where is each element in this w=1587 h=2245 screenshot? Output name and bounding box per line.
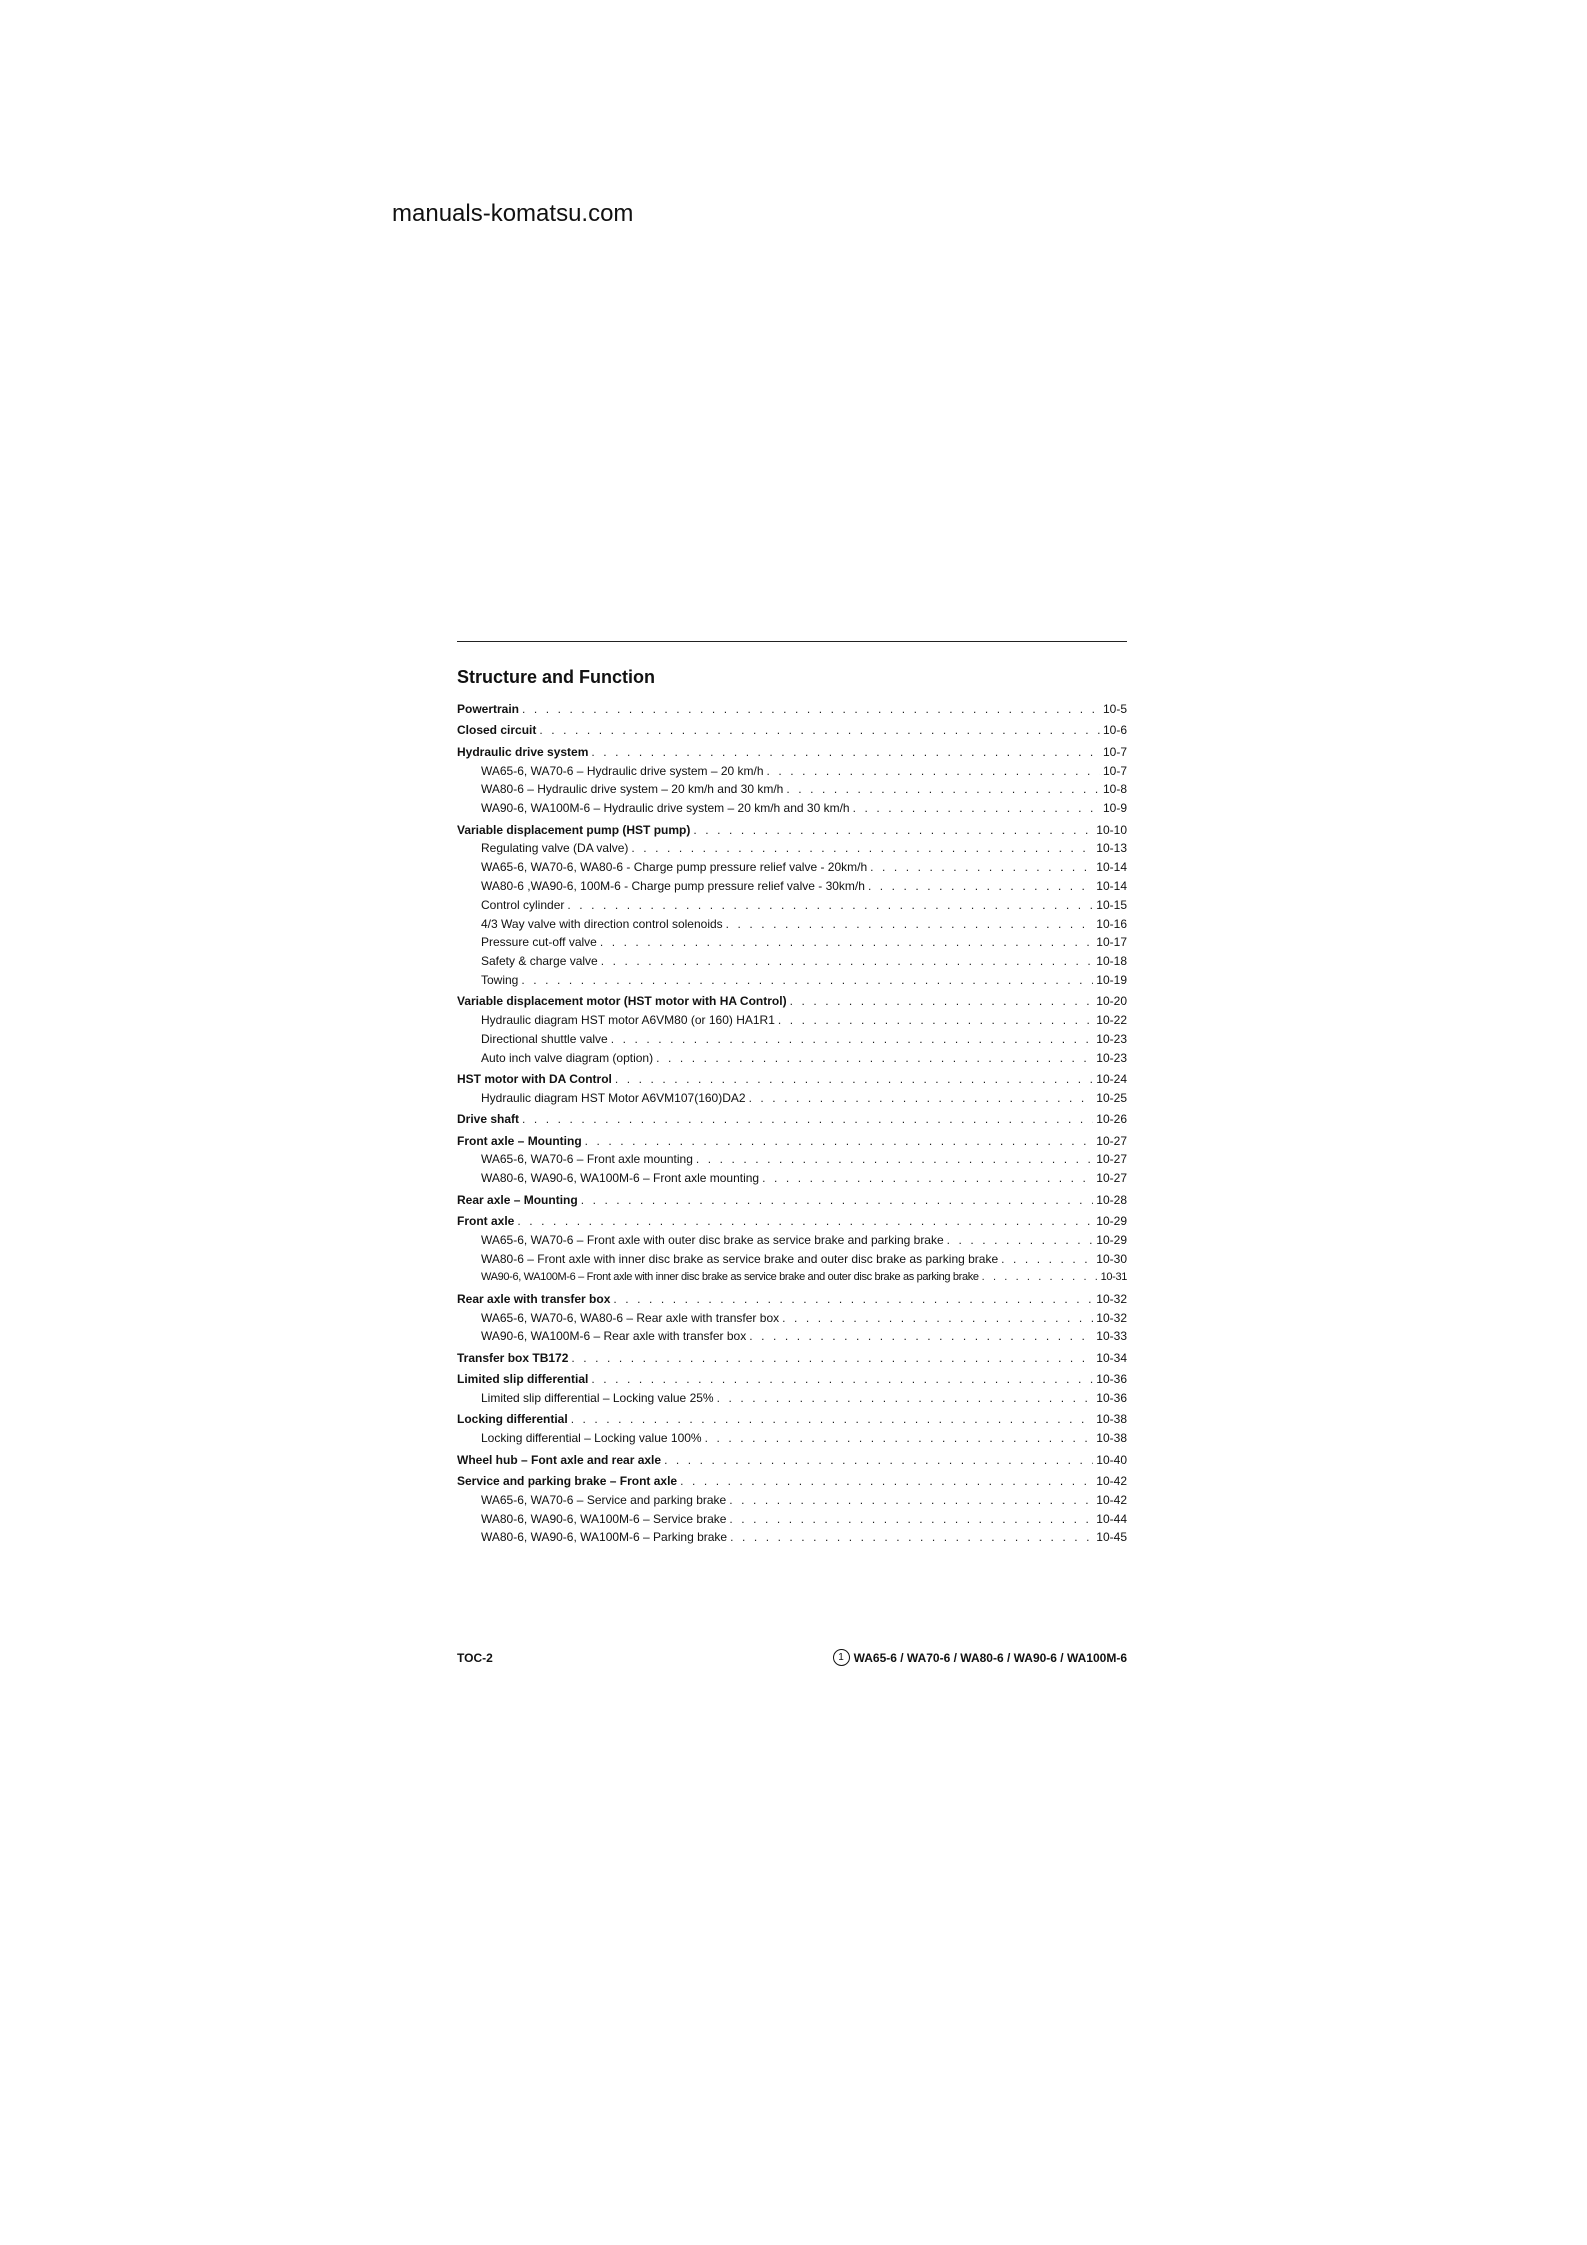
- entry-page-number: 10-25: [1096, 1090, 1127, 1105]
- revision-circle-icon: 1: [833, 1649, 850, 1666]
- toc-subsection-entry[interactable]: [457, 858, 1127, 877]
- dot-leader: [786, 780, 1100, 799]
- dot-leader: [601, 952, 1094, 971]
- dot-leader: [664, 1451, 1093, 1470]
- entry-page-number: 10-42: [1096, 1492, 1127, 1507]
- toc-section-entry[interactable]: [457, 721, 1127, 740]
- dot-leader: [522, 700, 1100, 719]
- dot-leader: [782, 1309, 1093, 1328]
- entry-title: Hydraulic diagram HST motor A6VM80 (or 160) HA1R1: [481, 1013, 775, 1028]
- entry-page-number: 10-20: [1096, 994, 1127, 1009]
- entry-title: Powertrain: [457, 702, 520, 716]
- entry-page-number: 10-29: [1096, 1214, 1127, 1229]
- dot-leader: [521, 971, 1093, 990]
- toc-subsection-entry[interactable]: [457, 896, 1127, 915]
- toc-section-entry[interactable]: [457, 1110, 1127, 1129]
- entry-title: Control cylinder: [481, 897, 565, 912]
- entry-page-number: 10-28: [1096, 1192, 1127, 1207]
- toc-subsection-entry[interactable]: [457, 1030, 1127, 1049]
- entry-page-number: 10-36: [1096, 1372, 1127, 1387]
- dot-leader: [749, 1089, 1094, 1108]
- entry-page-number: 10-7: [1102, 763, 1127, 778]
- entry-title: Variable displacement pump (HST pump): [457, 822, 691, 837]
- entry-title: Service and parking brake – Front axle: [457, 1473, 678, 1488]
- toc-subsection-entry[interactable]: [457, 1011, 1127, 1030]
- toc-subsection-entry[interactable]: [457, 971, 1127, 990]
- dot-leader: [539, 721, 1100, 740]
- toc-subsection-entry[interactable]: [457, 1327, 1127, 1346]
- entry-title: WA80-6, WA90-6, WA100M-6 – Front axle mounting: [481, 1171, 760, 1186]
- dot-leader: [600, 933, 1093, 952]
- entry-title: Closed circuit: [457, 723, 537, 738]
- entry-title: Rear axle – Mounting: [457, 1192, 578, 1207]
- entry-page-number: 10-34: [1096, 1350, 1127, 1365]
- dot-leader: [729, 1491, 1093, 1510]
- toc-subsection-entry[interactable]: [457, 952, 1127, 971]
- dot-leader: [729, 1510, 1093, 1529]
- dot-leader: [611, 1030, 1094, 1049]
- dot-leader: [696, 1150, 1093, 1169]
- toc-subsection-entry[interactable]: [457, 1049, 1127, 1068]
- dot-leader: [522, 1110, 1093, 1129]
- toc-subsection-entry[interactable]: [457, 877, 1127, 896]
- dot-leader: [1001, 1250, 1093, 1269]
- toc-subsection-entry[interactable]: [457, 1309, 1127, 1328]
- entry-title: Variable displacement motor (HST motor with HA Control): [457, 994, 787, 1009]
- entry-title: WA80-6, WA90-6, WA100M-6 – Parking brake: [481, 1530, 728, 1545]
- entry-page-number: 10-14: [1096, 860, 1127, 875]
- entry-page-number: 10-40: [1096, 1452, 1127, 1467]
- toc-section-entry[interactable]: [457, 700, 1127, 719]
- entry-page-number: 10-32: [1096, 1310, 1127, 1325]
- entry-page-number: 10-13: [1096, 841, 1127, 856]
- dot-leader: [571, 1349, 1093, 1368]
- entry-title: Towing: [481, 972, 519, 987]
- entry-page-number: 10-19: [1096, 972, 1127, 987]
- entry-title: Auto inch valve diagram (option): [481, 1050, 654, 1065]
- entry-page-number: 10-8: [1102, 782, 1127, 797]
- entry-title: Front axle: [457, 1214, 515, 1229]
- entry-title: Regulating valve (DA valve): [481, 841, 629, 856]
- toc-subsection-entry[interactable]: [457, 915, 1127, 934]
- dot-leader: [517, 1212, 1093, 1231]
- entry-page-number: 10-36: [1096, 1391, 1127, 1406]
- entry-page-number: 10-30: [1096, 1251, 1127, 1266]
- entry-page-number: 10-38: [1096, 1412, 1127, 1427]
- toc-subsection-entry[interactable]: [457, 1231, 1127, 1250]
- toc-section-entry[interactable]: [457, 1410, 1127, 1429]
- entry-title: Locking differential – Locking value 100%: [481, 1431, 702, 1446]
- entry-page-number: 10-27: [1096, 1133, 1127, 1148]
- dot-leader: [749, 1327, 1093, 1346]
- entry-page-number: 10-27: [1096, 1171, 1127, 1186]
- page-footer: [457, 1649, 1127, 1669]
- dot-leader: [567, 896, 1093, 915]
- entry-title: WA65-6, WA70-6, WA80-6 – Rear axle with transfer box: [481, 1310, 780, 1325]
- entry-title: Limited slip differential: [457, 1372, 589, 1387]
- entry-title: Locking differential: [457, 1412, 568, 1427]
- entry-title: WA80-6 ,WA90-6, 100M-6 - Charge pump pressure relief valve - 30km/h: [481, 878, 865, 893]
- entry-title: Front axle – Mounting: [457, 1133, 582, 1148]
- toc-section-entry[interactable]: [457, 743, 1127, 762]
- entry-page-number: 10-42: [1096, 1473, 1127, 1488]
- dot-leader: [717, 1389, 1094, 1408]
- dot-leader: [947, 1231, 1094, 1250]
- dot-leader: [726, 915, 1094, 934]
- entry-title: WA80-6 – Hydraulic drive system – 20 km/h and 30 km/h: [481, 782, 784, 797]
- toc-subsection-entry[interactable]: [457, 1150, 1127, 1169]
- toc-subsection-entry[interactable]: [457, 780, 1127, 799]
- entry-title: WA90-6, WA100M-6 – Front axle with inner disc brake as service brake and outer disc brake as parking brake: [481, 1271, 979, 1284]
- entry-page-number: 10-33: [1096, 1329, 1127, 1344]
- entry-page-number: 10-26: [1096, 1112, 1127, 1127]
- dot-leader: [613, 1290, 1093, 1309]
- toc-subsection-entry[interactable]: [457, 799, 1127, 818]
- toc-subsection-entry[interactable]: [457, 1089, 1127, 1108]
- dot-leader: [982, 1268, 1098, 1287]
- entry-title: WA80-6 – Front axle with inner disc brake as service brake and outer disc brake as parking brake: [481, 1251, 999, 1266]
- entry-title: HST motor with DA Control: [457, 1072, 612, 1087]
- toc-subsection-entry[interactable]: [457, 1169, 1127, 1188]
- entry-title: Hydraulic diagram HST Motor A6VM107(160)DA2: [481, 1090, 746, 1105]
- dot-leader: [631, 839, 1093, 858]
- entry-title: WA65-6, WA70-6, WA80-6 - Charge pump pressure relief valve - 20km/h: [481, 860, 868, 875]
- entry-page-number: 10-27: [1096, 1152, 1127, 1167]
- entry-page-number: 10-45: [1096, 1530, 1127, 1545]
- toc-section-entry[interactable]: [457, 1472, 1127, 1491]
- entry-title: WA65-6, WA70-6 – Front axle mounting: [481, 1152, 693, 1167]
- dot-leader: [705, 1429, 1094, 1448]
- machine-models-label: WA65-6 / WA70-6 / WA80-6 / WA90-6 / WA100M-6: [853, 1650, 1127, 1665]
- entry-page-number: 10-29: [1096, 1232, 1127, 1247]
- dot-leader: [585, 1132, 1094, 1151]
- dot-leader: [581, 1191, 1094, 1210]
- entry-page-number: 10-17: [1096, 935, 1127, 950]
- dot-leader: [591, 743, 1100, 762]
- dot-leader: [591, 1370, 1093, 1389]
- toc-entry-list: [457, 700, 1127, 1547]
- dot-leader: [790, 992, 1094, 1011]
- dot-leader: [767, 762, 1100, 781]
- dot-leader: [680, 1472, 1093, 1491]
- toc-section-entry[interactable]: [457, 821, 1127, 840]
- entry-page-number: 10-22: [1096, 1013, 1127, 1028]
- top-rule: [457, 641, 1127, 642]
- entry-title: Drive shaft: [457, 1112, 520, 1127]
- toc-section-entry[interactable]: [457, 1132, 1127, 1151]
- dot-leader: [693, 821, 1093, 840]
- toc-section-entry[interactable]: [457, 1070, 1127, 1089]
- entry-title: WA65-6, WA70-6 – Hydraulic drive system – 20 km/h: [481, 763, 764, 778]
- entry-page-number: 10-23: [1096, 1050, 1127, 1065]
- dot-leader: [656, 1049, 1093, 1068]
- entry-page-number: 10-44: [1096, 1511, 1127, 1526]
- entry-page-number: 10-10: [1096, 822, 1127, 837]
- entry-page-number: 10-32: [1096, 1291, 1127, 1306]
- section-heading: Structure and Function: [457, 667, 655, 687]
- entry-title: 4/3 Way valve with direction control solenoids: [481, 916, 723, 931]
- entry-title: Pressure cut-off valve: [481, 935, 597, 950]
- entry-page-number: 10-15: [1096, 897, 1127, 912]
- footer-models-group: [833, 1649, 1127, 1666]
- toc-subsection-entry[interactable]: [457, 1510, 1127, 1529]
- entry-title: WA80-6, WA90-6, WA100M-6 – Service brake: [481, 1511, 727, 1526]
- dot-leader: [615, 1070, 1093, 1089]
- dot-leader: [762, 1169, 1093, 1188]
- toc-subsection-entry[interactable]: [457, 1429, 1127, 1448]
- entry-page-number: 10-14: [1096, 878, 1127, 893]
- toc-subsection-entry[interactable]: [457, 933, 1127, 952]
- dot-leader: [730, 1528, 1093, 1547]
- toc-subsection-entry[interactable]: [457, 1250, 1127, 1269]
- entry-page-number: 10-31: [1100, 1271, 1127, 1284]
- entry-page-number: 10-16: [1096, 916, 1127, 931]
- entry-title: Transfer box TB172: [457, 1350, 569, 1365]
- dot-leader: [853, 799, 1100, 818]
- toc-subsection-entry[interactable]: [457, 839, 1127, 858]
- entry-page-number: 10-18: [1096, 954, 1127, 969]
- entry-page-number: 10-6: [1102, 723, 1127, 738]
- toc-subsection-entry[interactable]: [457, 1528, 1127, 1547]
- toc-section-entry[interactable]: [457, 992, 1127, 1011]
- entry-title: Rear axle with transfer box: [457, 1291, 611, 1306]
- toc-subsection-entry[interactable]: [457, 1491, 1127, 1510]
- toc-subsection-entry[interactable]: [457, 762, 1127, 781]
- table-of-contents: [457, 641, 1127, 1547]
- dot-leader: [571, 1410, 1094, 1429]
- entry-page-number: 10-38: [1096, 1431, 1127, 1446]
- entry-page-number: 10-24: [1096, 1072, 1127, 1087]
- dot-leader: [868, 877, 1093, 896]
- entry-title: Wheel hub – Font axle and rear axle: [457, 1452, 662, 1467]
- toc-section-entry[interactable]: [457, 1290, 1127, 1309]
- toc-section-entry[interactable]: [457, 1349, 1127, 1368]
- entry-title: Limited slip differential – Locking value 25%: [481, 1391, 714, 1406]
- toc-section-entry[interactable]: [457, 1191, 1127, 1210]
- dot-leader: [870, 858, 1093, 877]
- entry-page-number: 10-7: [1102, 744, 1127, 759]
- page-number-label: TOC-2: [457, 1651, 493, 1665]
- entry-title: WA65-6, WA70-6 – Service and parking brake: [481, 1492, 727, 1507]
- entry-page-number: 10-5: [1102, 702, 1127, 716]
- toc-subsection-entry[interactable]: [457, 1389, 1127, 1408]
- watermark-text: manuals-komatsu.com: [392, 200, 634, 227]
- entry-title: Directional shuttle valve: [481, 1031, 608, 1046]
- toc-section-entry[interactable]: [457, 1212, 1127, 1231]
- toc-section-entry[interactable]: [457, 1370, 1127, 1389]
- entry-title: WA65-6, WA70-6 – Front axle with outer disc brake as service brake and parking brake: [481, 1232, 944, 1247]
- entry-page-number: 10-23: [1096, 1031, 1127, 1046]
- entry-title: Hydraulic drive system: [457, 744, 589, 759]
- dot-leader: [778, 1011, 1093, 1030]
- toc-subsection-entry[interactable]: [457, 1268, 1127, 1287]
- toc-section-entry[interactable]: [457, 1451, 1127, 1470]
- entry-title: WA90-6, WA100M-6 – Hydraulic drive system – 20 km/h and 30 km/h: [481, 801, 850, 816]
- entry-title: WA90-6, WA100M-6 – Rear axle with transfer box: [481, 1329, 747, 1344]
- entry-page-number: 10-9: [1102, 801, 1127, 816]
- entry-title: Safety & charge valve: [481, 954, 598, 969]
